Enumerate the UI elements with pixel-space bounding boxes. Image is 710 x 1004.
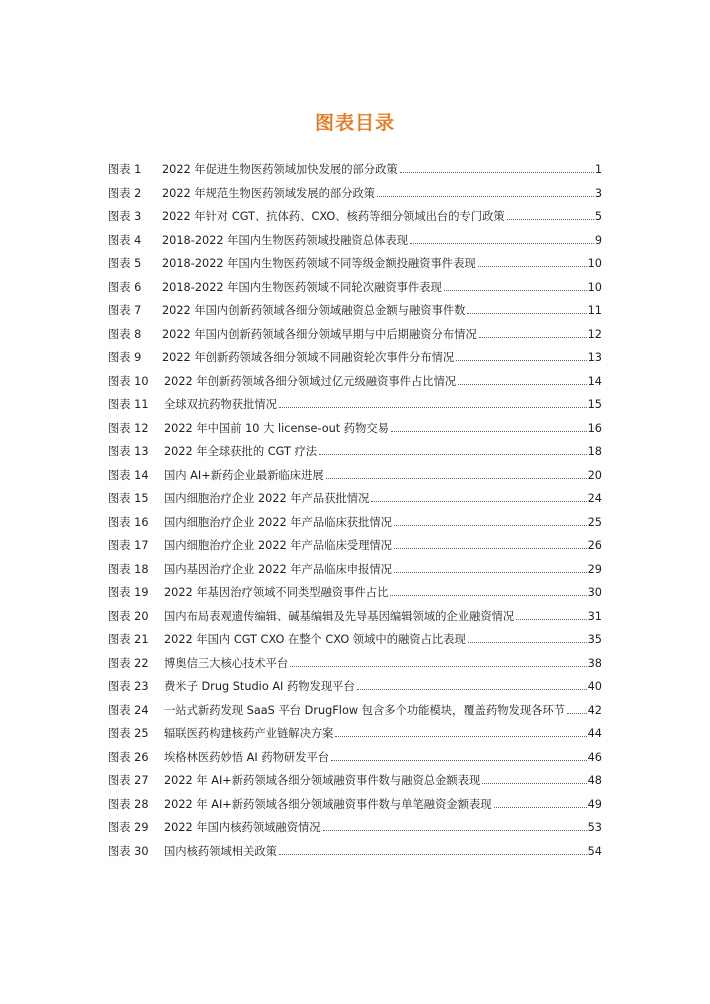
toc-entry[interactable] bbox=[108, 234, 602, 258]
toc-entry-page-number: 5 bbox=[594, 210, 602, 223]
toc-entry-label: 图表 14 bbox=[108, 468, 149, 482]
toc-entry-page-number: 35 bbox=[587, 633, 602, 646]
toc-entry-title: 2018-2022 年国内生物医药领域投融资总体表现 bbox=[162, 233, 408, 247]
toc-entry-page-number: 24 bbox=[587, 492, 602, 505]
toc-entry[interactable] bbox=[108, 821, 602, 845]
toc-dot-leader bbox=[390, 594, 586, 596]
toc-dot-leader bbox=[494, 806, 587, 808]
toc-entry-label: 图表 13 bbox=[108, 445, 149, 458]
toc-dot-leader bbox=[319, 453, 587, 455]
toc-entry[interactable] bbox=[108, 163, 602, 187]
toc-dot-leader bbox=[394, 524, 587, 526]
toc-dot-leader bbox=[410, 242, 594, 244]
toc-dot-leader bbox=[290, 665, 586, 667]
toc-entry-label: 图表 3 bbox=[108, 210, 142, 223]
toc-entry-page-number: 11 bbox=[587, 304, 602, 317]
toc-entry[interactable] bbox=[108, 774, 602, 798]
toc-entry-page-number: 12 bbox=[587, 327, 602, 341]
toc-entry[interactable] bbox=[108, 586, 602, 610]
toc-entry-page-number: 53 bbox=[587, 821, 602, 834]
toc-entry-title: 2022 年国内核药领域融资情况 bbox=[164, 821, 321, 834]
toc-entry-label: 图表 21 bbox=[108, 633, 149, 646]
toc-entry-page-number: 46 bbox=[587, 750, 602, 764]
toc-entry-title: 2022 年 AI+新药领域各细分领域融资事件数与融资总金额表现 bbox=[164, 774, 481, 787]
toc-entry[interactable] bbox=[108, 633, 602, 657]
toc-entry[interactable] bbox=[108, 422, 602, 446]
toc-entry-label: 图表 30 bbox=[108, 844, 149, 858]
toc-entry-label: 图表 22 bbox=[108, 656, 149, 670]
toc-entry-label: 图表 5 bbox=[108, 257, 142, 270]
toc-dot-leader bbox=[516, 618, 586, 620]
toc-dot-leader bbox=[391, 430, 587, 432]
toc-entry[interactable] bbox=[108, 727, 602, 751]
toc-entry-title: 2022 年创新药领域各细分领域过亿元级融资事件占比情况 bbox=[164, 374, 457, 388]
toc-entry-title: 国内细胞治疗企业 2022 年产品获批情况 bbox=[164, 492, 370, 505]
toc-entry-title: 2022 年针对 CGT、抗体药、CXO、核药等细分领域出台的专门政策 bbox=[162, 210, 505, 223]
toc-entry-label: 图表 28 bbox=[108, 797, 149, 811]
toc-entry-page-number: 31 bbox=[587, 609, 602, 623]
toc-entry-page-number: 25 bbox=[587, 515, 602, 529]
toc-entry[interactable] bbox=[108, 516, 602, 540]
toc-entry-label: 图表 4 bbox=[108, 233, 142, 247]
toc-entry[interactable] bbox=[108, 798, 602, 822]
toc-entry-title: 全球双抗药物获批情况 bbox=[164, 398, 277, 411]
toc-entry-page-number: 48 bbox=[587, 774, 602, 787]
toc-dot-leader bbox=[323, 829, 587, 831]
toc-entry-label: 图表 23 bbox=[108, 680, 149, 693]
toc-entry[interactable] bbox=[108, 610, 602, 634]
toc-entry-page-number: 3 bbox=[594, 186, 602, 200]
toc-entry[interactable] bbox=[108, 492, 602, 516]
toc-entry-title: 国内细胞治疗企业 2022 年产品临床获批情况 bbox=[164, 515, 392, 529]
toc-entry[interactable] bbox=[108, 398, 602, 422]
toc-entry[interactable] bbox=[108, 304, 602, 328]
toc-dot-leader bbox=[371, 500, 586, 502]
toc-dot-leader bbox=[467, 312, 586, 314]
toc-entry[interactable] bbox=[108, 845, 602, 869]
toc-dot-leader bbox=[456, 359, 586, 361]
toc-entry-page-number: 14 bbox=[587, 374, 602, 388]
toc-entry-page-number: 38 bbox=[587, 656, 602, 670]
toc-entry-page-number: 13 bbox=[587, 351, 602, 364]
toc-entry-title: 国内基因治疗企业 2022 年产品临床申报情况 bbox=[164, 562, 392, 576]
toc-entry[interactable] bbox=[108, 351, 602, 375]
toc-entry-page-number: 16 bbox=[587, 421, 602, 435]
toc-entry-label: 图表 7 bbox=[108, 304, 142, 317]
toc-entry[interactable] bbox=[108, 751, 602, 775]
toc-entry-page-number: 54 bbox=[587, 844, 602, 858]
toc-entry[interactable] bbox=[108, 375, 602, 399]
toc-dot-leader bbox=[400, 171, 594, 173]
toc-entry-title: 费米子 Drug Studio AI 药物发现平台 bbox=[164, 680, 355, 693]
toc-entry-label: 图表 20 bbox=[108, 609, 149, 623]
toc-entry-label: 图表 27 bbox=[108, 774, 149, 787]
toc-entry-label: 图表 25 bbox=[108, 727, 149, 740]
toc-dot-leader bbox=[478, 265, 587, 267]
toc-dot-leader bbox=[357, 688, 587, 690]
toc-entry-label: 图表 15 bbox=[108, 492, 149, 505]
toc-entry-label: 图表 11 bbox=[108, 398, 149, 411]
toc-entry-page-number: 18 bbox=[587, 445, 602, 458]
toc-entry-title: 国内布局表观遗传编辑、碱基编辑及先导基因编辑领域的企业融资情况 bbox=[164, 609, 515, 623]
toc-entry-page-number: 40 bbox=[587, 680, 602, 693]
toc-entry[interactable] bbox=[108, 657, 602, 681]
toc-entry-page-number: 20 bbox=[587, 468, 602, 482]
toc-entry-label: 图表 9 bbox=[108, 351, 142, 364]
toc-entry-label: 图表 29 bbox=[108, 821, 149, 834]
toc-entry-title: 2018-2022 年国内生物医药领域不同等级金额投融资事件表现 bbox=[162, 257, 476, 270]
toc-entry-title: 2022 年国内创新药领域各细分领域早期与中后期融资分布情况 bbox=[162, 327, 477, 341]
toc-entry-label: 图表 16 bbox=[108, 515, 149, 529]
toc-entry[interactable] bbox=[108, 328, 602, 352]
toc-entry-title: 2022 年 AI+新药领域各细分领域融资事件数与单笔融资金额表现 bbox=[164, 797, 492, 811]
toc-entry-label: 图表 17 bbox=[108, 539, 149, 552]
toc-entry-title: 2022 年国内创新药领域各细分领域融资总金额与融资事件数 bbox=[162, 304, 466, 317]
toc-entry-label: 图表 18 bbox=[108, 562, 149, 576]
toc-entry-label: 图表 10 bbox=[108, 374, 149, 388]
toc-entry-title: 2022 年创新药领域各细分领域不同融资轮次事件分布情况 bbox=[162, 351, 455, 364]
toc-entry-label: 图表 24 bbox=[108, 703, 149, 717]
toc-dot-leader bbox=[458, 383, 586, 385]
toc-entry-title: 2022 年中国前 10 大 license-out 药物交易 bbox=[164, 421, 389, 435]
toc-entry-title: 2022 年基因治疗领域不同类型融资事件占比 bbox=[164, 586, 389, 599]
toc-dot-leader bbox=[394, 571, 587, 573]
toc-entry-page-number: 49 bbox=[587, 797, 602, 811]
toc-entry[interactable] bbox=[108, 257, 602, 281]
toc-entry-title: 国内 AI+新药企业最新临床进展 bbox=[164, 468, 324, 482]
toc-entry[interactable] bbox=[108, 445, 602, 469]
toc-entry-page-number: 30 bbox=[587, 586, 602, 599]
toc-entry-title: 2022 年国内 CGT CXO 在整个 CXO 领域中的融资占比表现 bbox=[164, 633, 466, 646]
toc-dot-leader bbox=[279, 853, 587, 855]
toc-entry-label: 图表 2 bbox=[108, 186, 142, 200]
toc-dot-leader bbox=[394, 547, 587, 549]
toc-entry-label: 图表 6 bbox=[108, 280, 142, 294]
toc-entry-page-number: 26 bbox=[587, 539, 602, 552]
toc-dot-leader bbox=[444, 289, 587, 291]
toc-entry[interactable] bbox=[108, 704, 602, 728]
toc-entry-page-number: 15 bbox=[587, 398, 602, 411]
toc-dot-leader bbox=[331, 759, 587, 761]
toc-entry-page-number: 1 bbox=[594, 163, 602, 176]
toc-entry-title: 国内核药领域相关政策 bbox=[164, 844, 277, 858]
toc-entry-page-number: 10 bbox=[587, 280, 602, 294]
toc-entry-page-number: 44 bbox=[587, 727, 602, 740]
toc-entry-label: 图表 1 bbox=[108, 163, 142, 176]
toc-entry[interactable] bbox=[108, 680, 602, 704]
toc-entry-label: 图表 19 bbox=[108, 586, 149, 599]
toc-entry-title: 2018-2022 年国内生物医药领域不同轮次融资事件表现 bbox=[162, 280, 442, 294]
toc-entry-title: 2022 年全球获批的 CGT 疗法 bbox=[164, 445, 318, 458]
toc-entry[interactable] bbox=[108, 539, 602, 563]
toc-entry-title: 2022 年促进生物医药领域加快发展的部分政策 bbox=[162, 163, 398, 176]
toc-entry[interactable] bbox=[108, 210, 602, 234]
toc-dot-leader bbox=[468, 641, 587, 643]
toc-dot-leader bbox=[507, 218, 594, 220]
toc-entry[interactable] bbox=[108, 469, 602, 493]
toc-entry-title: 埃格林医药妙悟 AI 药物研发平台 bbox=[164, 750, 330, 764]
toc-entry-title: 国内细胞治疗企业 2022 年产品临床受理情况 bbox=[164, 539, 392, 552]
toc-entry-title: 博奥信三大核心技术平台 bbox=[164, 656, 289, 670]
toc-entry-title: 辐联医药构建核药产业链解决方案 bbox=[164, 727, 334, 740]
toc-entry-page-number: 42 bbox=[587, 703, 602, 717]
toc-entry-label: 图表 12 bbox=[108, 421, 149, 435]
toc-entry-page-number: 9 bbox=[594, 233, 602, 247]
toc-dot-leader bbox=[279, 406, 587, 408]
figure-toc-list bbox=[108, 163, 602, 868]
toc-entry-page-number: 29 bbox=[587, 562, 602, 576]
toc-entry-label: 图表 26 bbox=[108, 750, 149, 764]
toc-dot-leader bbox=[567, 712, 587, 714]
toc-dot-leader bbox=[482, 782, 586, 784]
toc-entry[interactable] bbox=[108, 281, 602, 305]
toc-dot-leader bbox=[326, 477, 587, 479]
toc-dot-leader bbox=[377, 195, 594, 197]
toc-entry-title: 2022 年规范生物医药领域发展的部分政策 bbox=[162, 186, 376, 200]
toc-entry[interactable] bbox=[108, 563, 602, 587]
page-title: 图表目录 bbox=[314, 112, 395, 134]
toc-dot-leader bbox=[335, 735, 586, 737]
toc-dot-leader bbox=[479, 336, 587, 338]
toc-entry[interactable] bbox=[108, 187, 602, 211]
toc-entry-title: 一站式新药发现 SaaS 平台 DrugFlow 包含多个功能模块，覆盖药物发现各环节 bbox=[164, 703, 566, 717]
toc-entry-page-number: 10 bbox=[587, 257, 602, 270]
toc-entry-label: 图表 8 bbox=[108, 327, 142, 341]
